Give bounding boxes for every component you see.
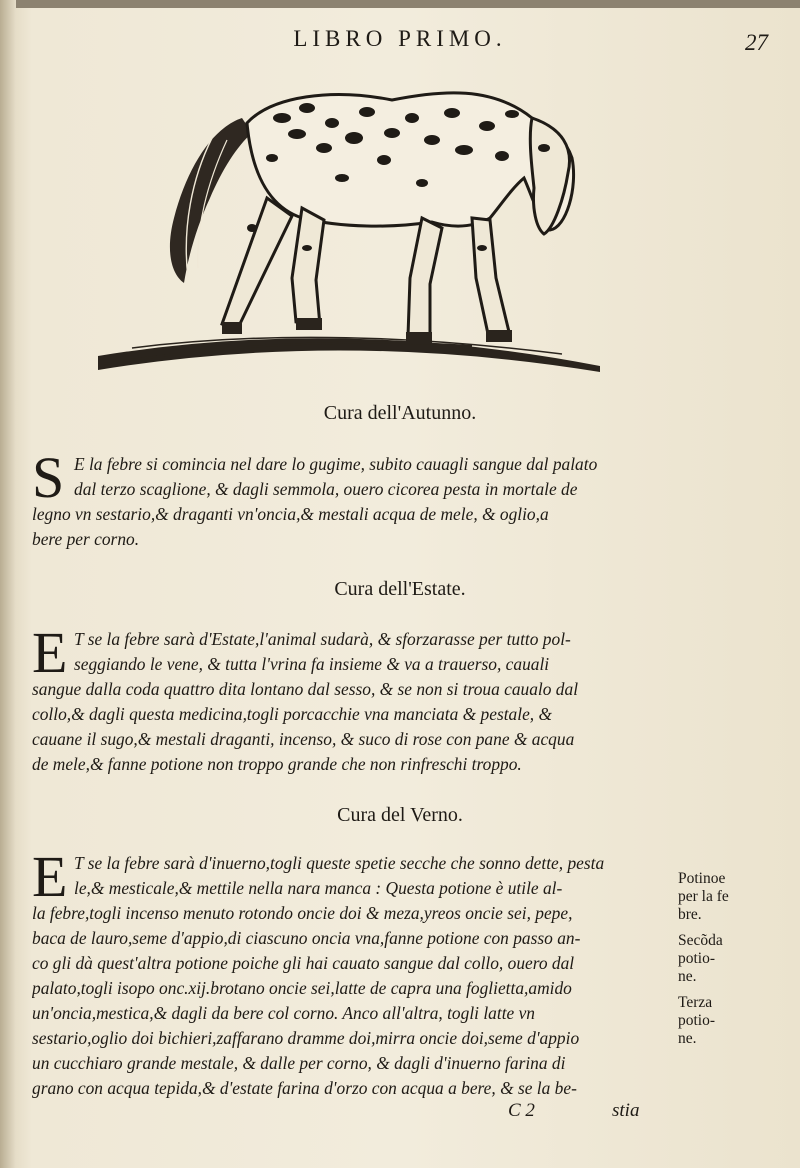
text-line: sestario,oglio doi bichieri,zaffarano dramme doi,mirra oncie doi,seme d'appio [32, 1028, 580, 1048]
text-line: bere per corno. [32, 529, 140, 549]
margin-note-line: potio- [678, 1012, 716, 1029]
text-line: un'oncia,mestica,& dagli da bere col corno. Anco all'altra, togli latte vn [32, 1003, 536, 1023]
margin-note-line: Terza [678, 994, 713, 1011]
margin-note-line: ne. [678, 968, 697, 985]
text-line: baca de lauro,seme d'appio,di ciascuno oncia vna,fanne potione con passo an- [32, 928, 581, 948]
section-heading: Cura del Verno. [337, 804, 463, 826]
drop-cap: S [32, 445, 65, 510]
paragraph-summer [32, 620, 674, 777]
text-line: T se la febre sarà d'inuerno,togli queste spetie secche che sonno dette, pesta [74, 853, 605, 873]
text-line: un cucchiaro grande mestale, & dalle per corno, & dagli d'inuerno farina di [32, 1053, 566, 1073]
text-line: T se la febre sarà d'Estate,l'animal sudarà, & sforzarasse per tutto pol- [74, 629, 571, 649]
margin-note-line: per la fe [678, 888, 729, 905]
text-line: E la febre si comincia nel dare lo gugime, subito cauagli sangue dal palato [74, 454, 598, 474]
running-head: LIBRO PRIMO. [293, 26, 507, 51]
margin-note-line: potio- [678, 950, 716, 967]
horse-woodcut-illustration [92, 78, 604, 378]
margin-note-line: Secõda [678, 932, 723, 949]
page-top-edge [0, 0, 800, 8]
catchword: stia [612, 1100, 640, 1121]
margin-note-line: ne. [678, 1030, 697, 1047]
paragraph-autumn [32, 445, 674, 552]
text-line: legno vn sestario,& draganti vn'oncia,& mestali acqua de mele, & oglio,a [32, 504, 549, 524]
margin-note-line: bre. [678, 906, 702, 923]
text-line: la febre,togli incenso menuto rotondo oncie doi & meza,yreos oncie sei, pepe, [32, 903, 573, 923]
text-line: co gli dà quest'altra potione poiche gli hai cauato sangue dal collo, ouero dal [32, 953, 575, 973]
margin-note-second-potion [678, 932, 723, 986]
margin-note-line: Potinoe [678, 870, 726, 887]
text-line: de mele,& fanne potione non troppo grande che non rinfreschi troppo. [32, 754, 522, 774]
text-line: grano con acqua tepida,& d'estate farina d'orzo con acqua a bere, & se la be- [32, 1078, 577, 1098]
paragraph-winter [32, 844, 674, 1101]
drop-cap: E [32, 844, 68, 909]
text-line: palato,togli isopo onc.xij.brotano oncie sei,latte de capra una foglietta,amido [32, 978, 572, 998]
text-line: collo,& dagli questa medicina,togli porcacchie vna manciata & pestale, & [32, 704, 553, 724]
text-line: seggiando le vene, & tutta l'vrina fa insieme & va a trauerso, cauali [74, 654, 550, 674]
signature-mark: C 2 [508, 1100, 535, 1121]
section-heading: Cura dell'Estate. [334, 578, 466, 600]
page-number: 27 [745, 30, 768, 55]
text-line: le,& mesticale,& mettile nella nara manca : Questa potione è utile al- [74, 878, 563, 898]
margin-note-first-potion [678, 870, 729, 924]
margin-note-third-potion [678, 994, 715, 1048]
section-heading: Cura dell'Autunno. [323, 402, 477, 424]
text-line: sangue dalla coda quattro dita lontano dal sesso, & se non si troua caualo dal [32, 679, 579, 699]
drop-cap: E [32, 620, 68, 685]
text-line: cauane il sugo,& mestali draganti, incenso, & suco di rose con pane & acqua [32, 729, 575, 749]
text-line: dal terzo scaglione, & dagli semmola, ouero cicorea pesta in mortale de [74, 479, 578, 499]
